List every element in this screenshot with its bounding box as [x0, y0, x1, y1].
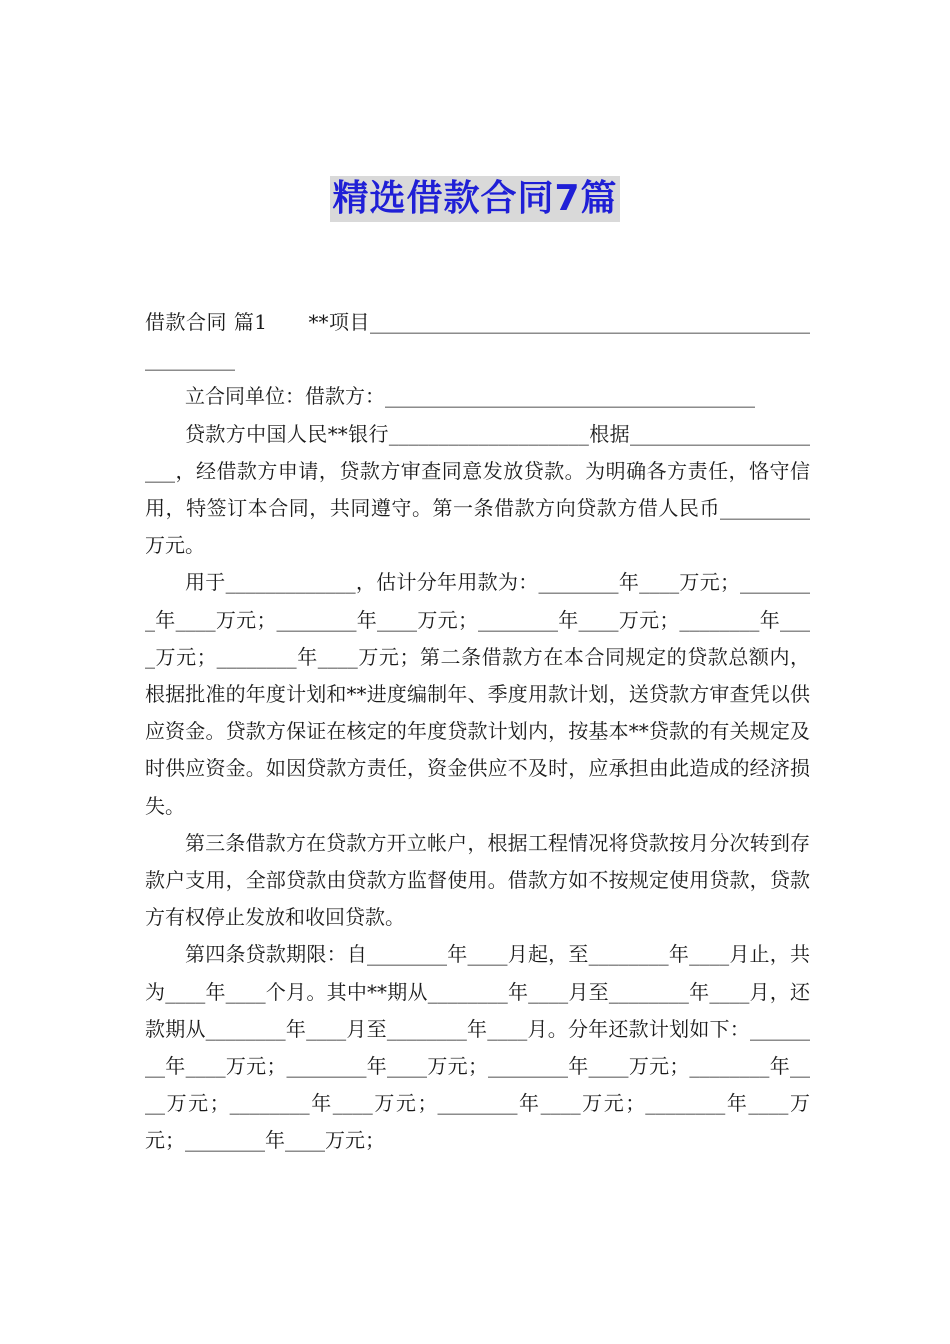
title-area	[0, 176, 950, 222]
paragraph-usage-article-2: 用于_____________，估计分年用款为：________年____万元；________年____万元；________年____万元；________年____万元；________年____万元；________年____万元；第二条借款方在本合同规定的贷款总额内，根据批准的年度计划和**进度编制年、季度用款计划，送贷款方审查凭以供应资金。贷款方保证在核定的年度贷款计划内，按基本**贷款的有关规定及时供应资金。如因贷款方责任，资金供应不及时，应承担由此造成的经济损失。	[145, 570, 810, 818]
document-body	[145, 304, 810, 1160]
paragraph-heading-line: 借款合同 篇1 **项目_____________________________________________________	[145, 310, 810, 372]
document-title: 精选借款合同7篇	[330, 176, 619, 222]
paragraph-parties: 立合同单位：借款方：_____________________________________	[185, 384, 755, 409]
paragraph-article-4: 第四条贷款期限：自________年____月起，至________年____月止，共为____年____个月。其中**期从________年____月至________年____月，还款期从________年____月至________年____月。分年还款计划如下：________年____万元；________年____万元；________年____万元；________年____万元；________年____万元；________年____万元；________年____万元；________年____万元；	[145, 942, 810, 1153]
paragraph-lender-article-1: 贷款方中国人民**银行____________________根据_____________________，经借款方申请，贷款方审查同意发放贷款。为明确各方责任，恪守信用，特签订本合同，共同遵守。第一条借款方向贷款方借人民币_________万元。	[145, 421, 810, 558]
paragraph-article-3: 第三条借款方在贷款方开立帐户，根据工程情况将贷款按月分次转到存款户支用，全部贷款由贷款方监督使用。借款方如不按规定使用贷款，贷款方有权停止发放和收回贷款。	[145, 830, 810, 930]
